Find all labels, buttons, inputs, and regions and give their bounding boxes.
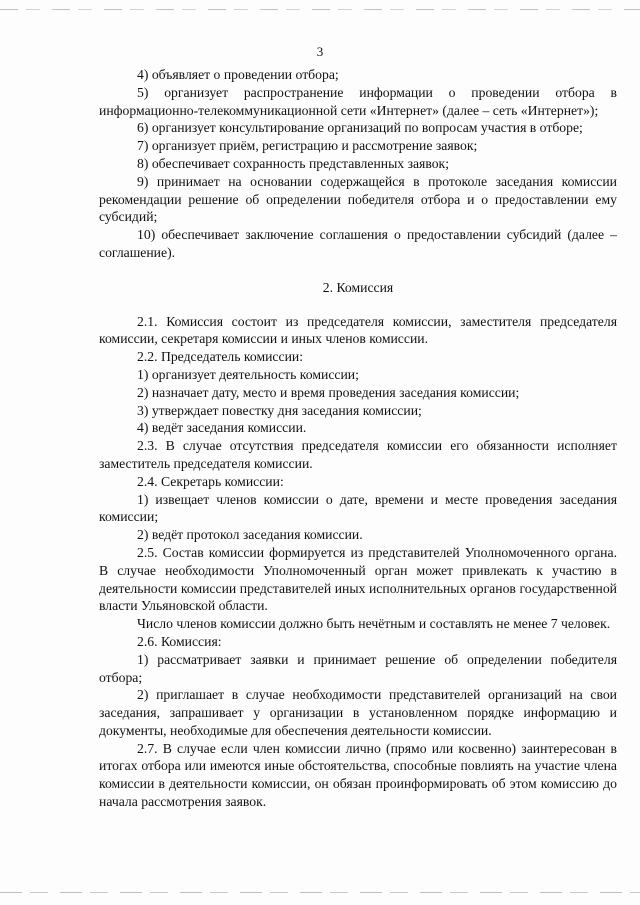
list-item: 2) назначает дату, место и время проведения заседания комиссии; — [137, 384, 520, 400]
page-number: 3 — [316, 44, 324, 59]
list-item: 1) извещает членов комиссии о дате, времени и месте проведения заседания комиссии; — [99, 491, 617, 525]
list-item: 1) организует деятельность комиссии; — [137, 366, 359, 382]
paragraph: 2.4. Секретарь комиссии: — [137, 473, 284, 489]
paragraph: 2.6. Комиссия: — [137, 633, 222, 649]
scan-edge-top — [0, 9, 640, 10]
document-body — [99, 66, 617, 811]
list-item: 2) ведёт протокол заседания комиссии. — [137, 527, 363, 543]
paragraph: 2.7. В случае если член комиссии лично (прямо или косвенно) заинтересован в итогах отбора или имеются иные обстоятельства, способные повлиять на участие члена комиссии в деятельности комиссии, он обязан проинформировать об этом комиссию до начала рассмотрения заявок. — [99, 740, 617, 810]
list-item: 4) объявляет о проведении отбора; — [137, 67, 339, 82]
paragraph: 2.5. Состав комиссии формируется из представителей Уполномоченного органа. В случае необходимости Уполномоченный орган может привлекать к участию в деятельности комиссии представителей иных исполнительных органов государственной власти Ульяновской области. — [99, 544, 617, 614]
list-item: 5) организует распространение информации о проведении отбора в информационно-телекоммуникационной сети «Интернет» (далее – сеть «Интернет»); — [99, 84, 617, 118]
section-heading: 2. Комиссия — [322, 279, 394, 295]
list-item: 9) принимает на основании содержащейся в протоколе заседания комиссии рекомендации решение об определении победителя отбора и о предоставлении ему субсидий; — [99, 173, 617, 225]
list-item: 6) организует консультирование организаций по вопросам участия в отборе; — [137, 120, 583, 136]
list-item: 1) рассматривает заявки и принимает решение об определении победителя отбора; — [99, 651, 617, 685]
list-item: 4) ведёт заседания комиссии. — [137, 420, 307, 436]
paragraph: Число членов комиссии должно быть нечётным и составлять не менее 7 человек. — [137, 616, 611, 632]
list-item: 2) приглашает в случае необходимости представителей организаций на свои заседания, запрашивает у организации в установленном порядке информацию и документы, необходимые для обеспечения деятельности комиссии. — [99, 687, 617, 738]
paragraph: 2.2. Председатель комиссии: — [137, 349, 304, 365]
list-item: 8) обеспечивает сохранность представленных заявок; — [137, 155, 450, 171]
list-item: 3) утверждает повестку дня заседания комиссии; — [137, 402, 422, 418]
scan-edge-bottom — [0, 892, 640, 893]
paragraph: 2.3. В случае отсутствия председателя комиссии его обязанности исполняет заместитель председателя комиссии. — [99, 438, 617, 471]
list-item: 10) обеспечивает заключение соглашения о предоставлении субсидий (далее – соглашение). — [99, 227, 617, 260]
paragraph: 2.1. Комиссия состоит из председателя комиссии, заместителя председателя комиссии, секретаря комиссии и иных членов комиссии. — [99, 313, 617, 347]
list-item: 7) организует приём, регистрацию и рассмотрение заявок; — [137, 138, 478, 154]
